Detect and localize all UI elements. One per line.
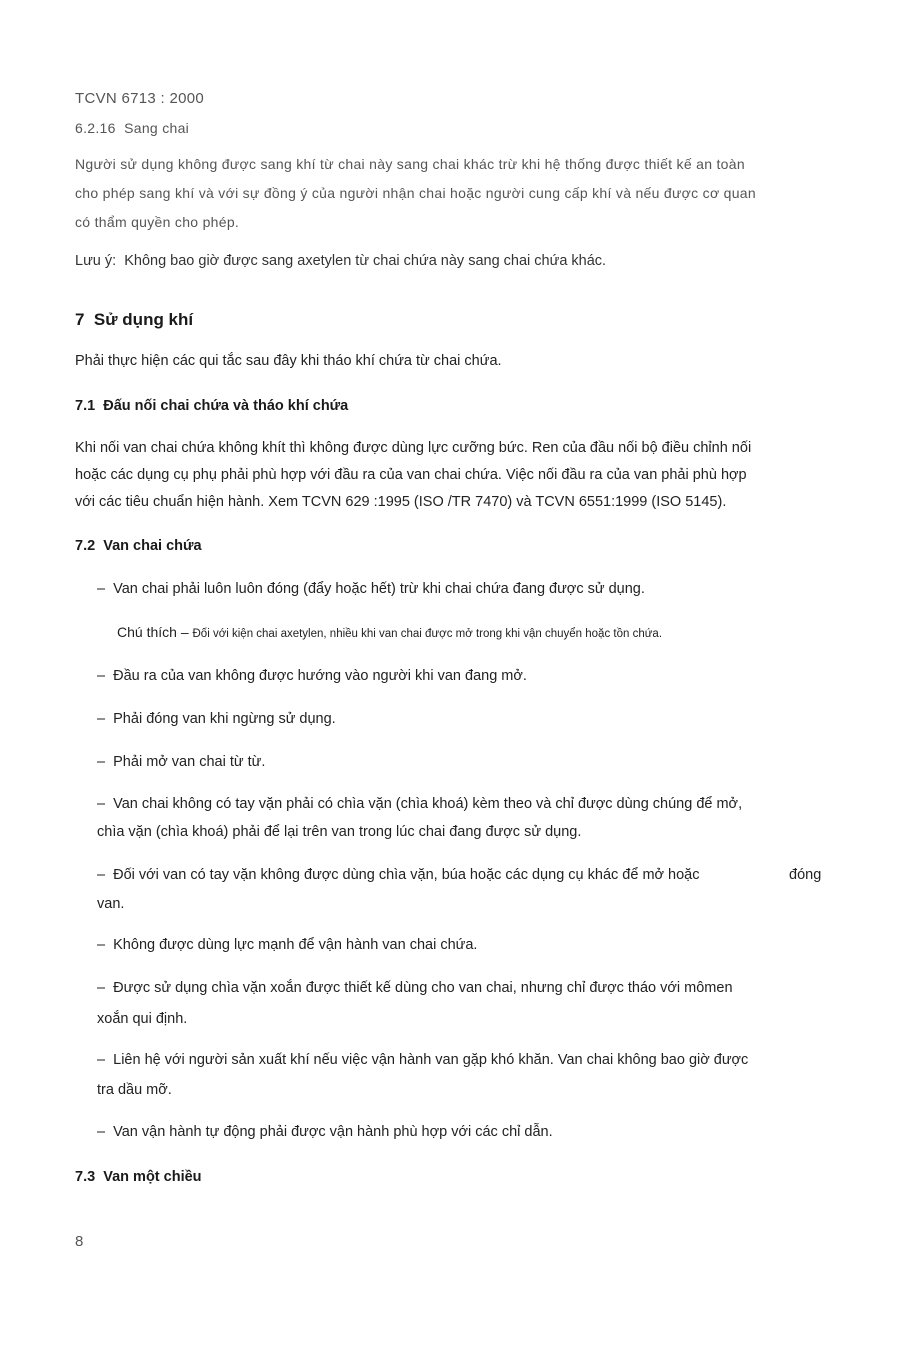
dash: – (97, 581, 106, 597)
list-item-text: Van vận hành tự động phải được vận hành phù hợp với các chỉ dẫn. (113, 1124, 553, 1140)
list-item (97, 861, 700, 889)
list-item-text: Van chai phải luôn luôn đóng (đẩy hoặc hết) trừ khi chai chứa đang được sử dụng. (113, 581, 645, 597)
note-label: Chú thích – (117, 624, 189, 640)
list-item-text: Đối với van có tay vặn không được dùng chìa vặn, búa hoặc các dụng cụ khác để mở hoặc (113, 867, 700, 883)
standard-header: TCVN 6713 : 2000 (75, 90, 205, 107)
section-title: Van chai chứa (103, 538, 202, 554)
page-number: 8 (75, 1233, 84, 1250)
note-text: Không bao giờ được sang axetylen từ chai chứa này sang chai chứa khác. (124, 253, 607, 269)
section-6-2-16-heading (75, 120, 189, 136)
note-6-2-16 (75, 253, 606, 269)
dash: – (97, 668, 106, 684)
section-7-heading (75, 310, 193, 330)
list-item (97, 1046, 748, 1074)
section-7-3-heading (75, 1169, 202, 1185)
paragraph-line: cho phép sang khí và với sự đồng ý của người nhận chai hoặc người cung cấp khí và nếu được cơ quan (75, 185, 756, 201)
list-item (97, 790, 742, 818)
section-7-1-heading (75, 398, 348, 414)
list-item (97, 748, 265, 776)
list-item-text: Phải đóng van khi ngừng sử dụng. (113, 711, 336, 727)
dash: – (97, 754, 106, 770)
list-item (97, 575, 645, 603)
list-item (97, 705, 336, 733)
section-7-2-heading (75, 538, 202, 554)
list-item-text: Van chai không có tay vặn phải có chìa vặn (chìa khoá) kèm theo và chỉ được dùng chúng để mở, (113, 796, 743, 812)
paragraph-line: hoặc các dụng cụ phụ phải phù hợp với đầu ra của van chai chứa. Việc nối đầu ra của van phải phù hợp (75, 467, 747, 483)
section-title: Sử dụng khí (93, 310, 194, 329)
section-title: Sang chai (124, 120, 190, 136)
list-item-continuation: van. (97, 896, 125, 912)
section-title: Van một chiều (103, 1169, 202, 1185)
section-number: 7.3 (75, 1169, 96, 1185)
section-number: 7.1 (75, 398, 96, 414)
section-title: Đấu nối chai chứa và tháo khí chứa (103, 398, 349, 414)
section-number: 6.2.16 (75, 120, 116, 136)
section-number: 7 (75, 310, 85, 329)
dash: – (97, 867, 106, 883)
list-item-text: Không được dùng lực mạnh để vận hành van chai chứa. (113, 937, 478, 953)
note-text: Đối với kiện chai axetylen, nhiều khi van chai được mở trong khi vận chuyển hoặc tồn chứa. (192, 628, 663, 640)
dash: – (97, 1124, 106, 1140)
list-item (97, 974, 733, 1002)
dash: – (97, 980, 106, 996)
list-item-continuation: chìa vặn (chìa khoá) phải để lại trên van trong lúc chai đang được sử dụng. (97, 824, 582, 840)
dash: – (97, 711, 106, 727)
list-item-text: Đầu ra của van không được hướng vào người khi van đang mở. (113, 668, 527, 684)
list-item-text: Phải mở van chai từ từ. (113, 754, 266, 770)
list-item-text-end: đóng (789, 867, 822, 883)
list-item (97, 1118, 553, 1146)
dash: – (97, 1052, 106, 1068)
paragraph-line: Người sử dụng không được sang khí từ chai này sang chai khác trừ khi hệ thống được thiết kế an toàn (75, 156, 745, 172)
section-7-intro: Phải thực hiện các qui tắc sau đây khi tháo khí chứa từ chai chứa. (75, 353, 502, 369)
note-label: Lưu ý: (75, 253, 117, 269)
list-item (97, 931, 477, 959)
paragraph-line: có thẩm quyền cho phép. (75, 214, 240, 230)
list-item-continuation: xoắn qui định. (97, 1011, 188, 1027)
note-7-2 (117, 624, 662, 640)
paragraph-line: Khi nối van chai chứa không khít thì không được dùng lực cưỡng bức. Ren của đầu nối bộ điều chỉnh nối (75, 440, 752, 456)
list-item (97, 662, 527, 690)
list-item-continuation: tra dầu mỡ. (97, 1082, 172, 1098)
section-number: 7.2 (75, 538, 96, 554)
paragraph-line: với các tiêu chuẩn hiện hành. Xem TCVN 629 :1995 (ISO /TR 7470) và TCVN 6551:1999 (ISO 5145). (75, 494, 727, 510)
dash: – (97, 937, 106, 953)
dash: – (97, 796, 106, 812)
list-item-text: Được sử dụng chìa vặn xoắn được thiết kế dùng cho van chai, nhưng chỉ được tháo với mômen (113, 980, 733, 996)
list-item-text: Liên hệ với người sản xuất khí nếu việc vận hành van gặp khó khăn. Van chai không bao giờ được (113, 1052, 749, 1068)
